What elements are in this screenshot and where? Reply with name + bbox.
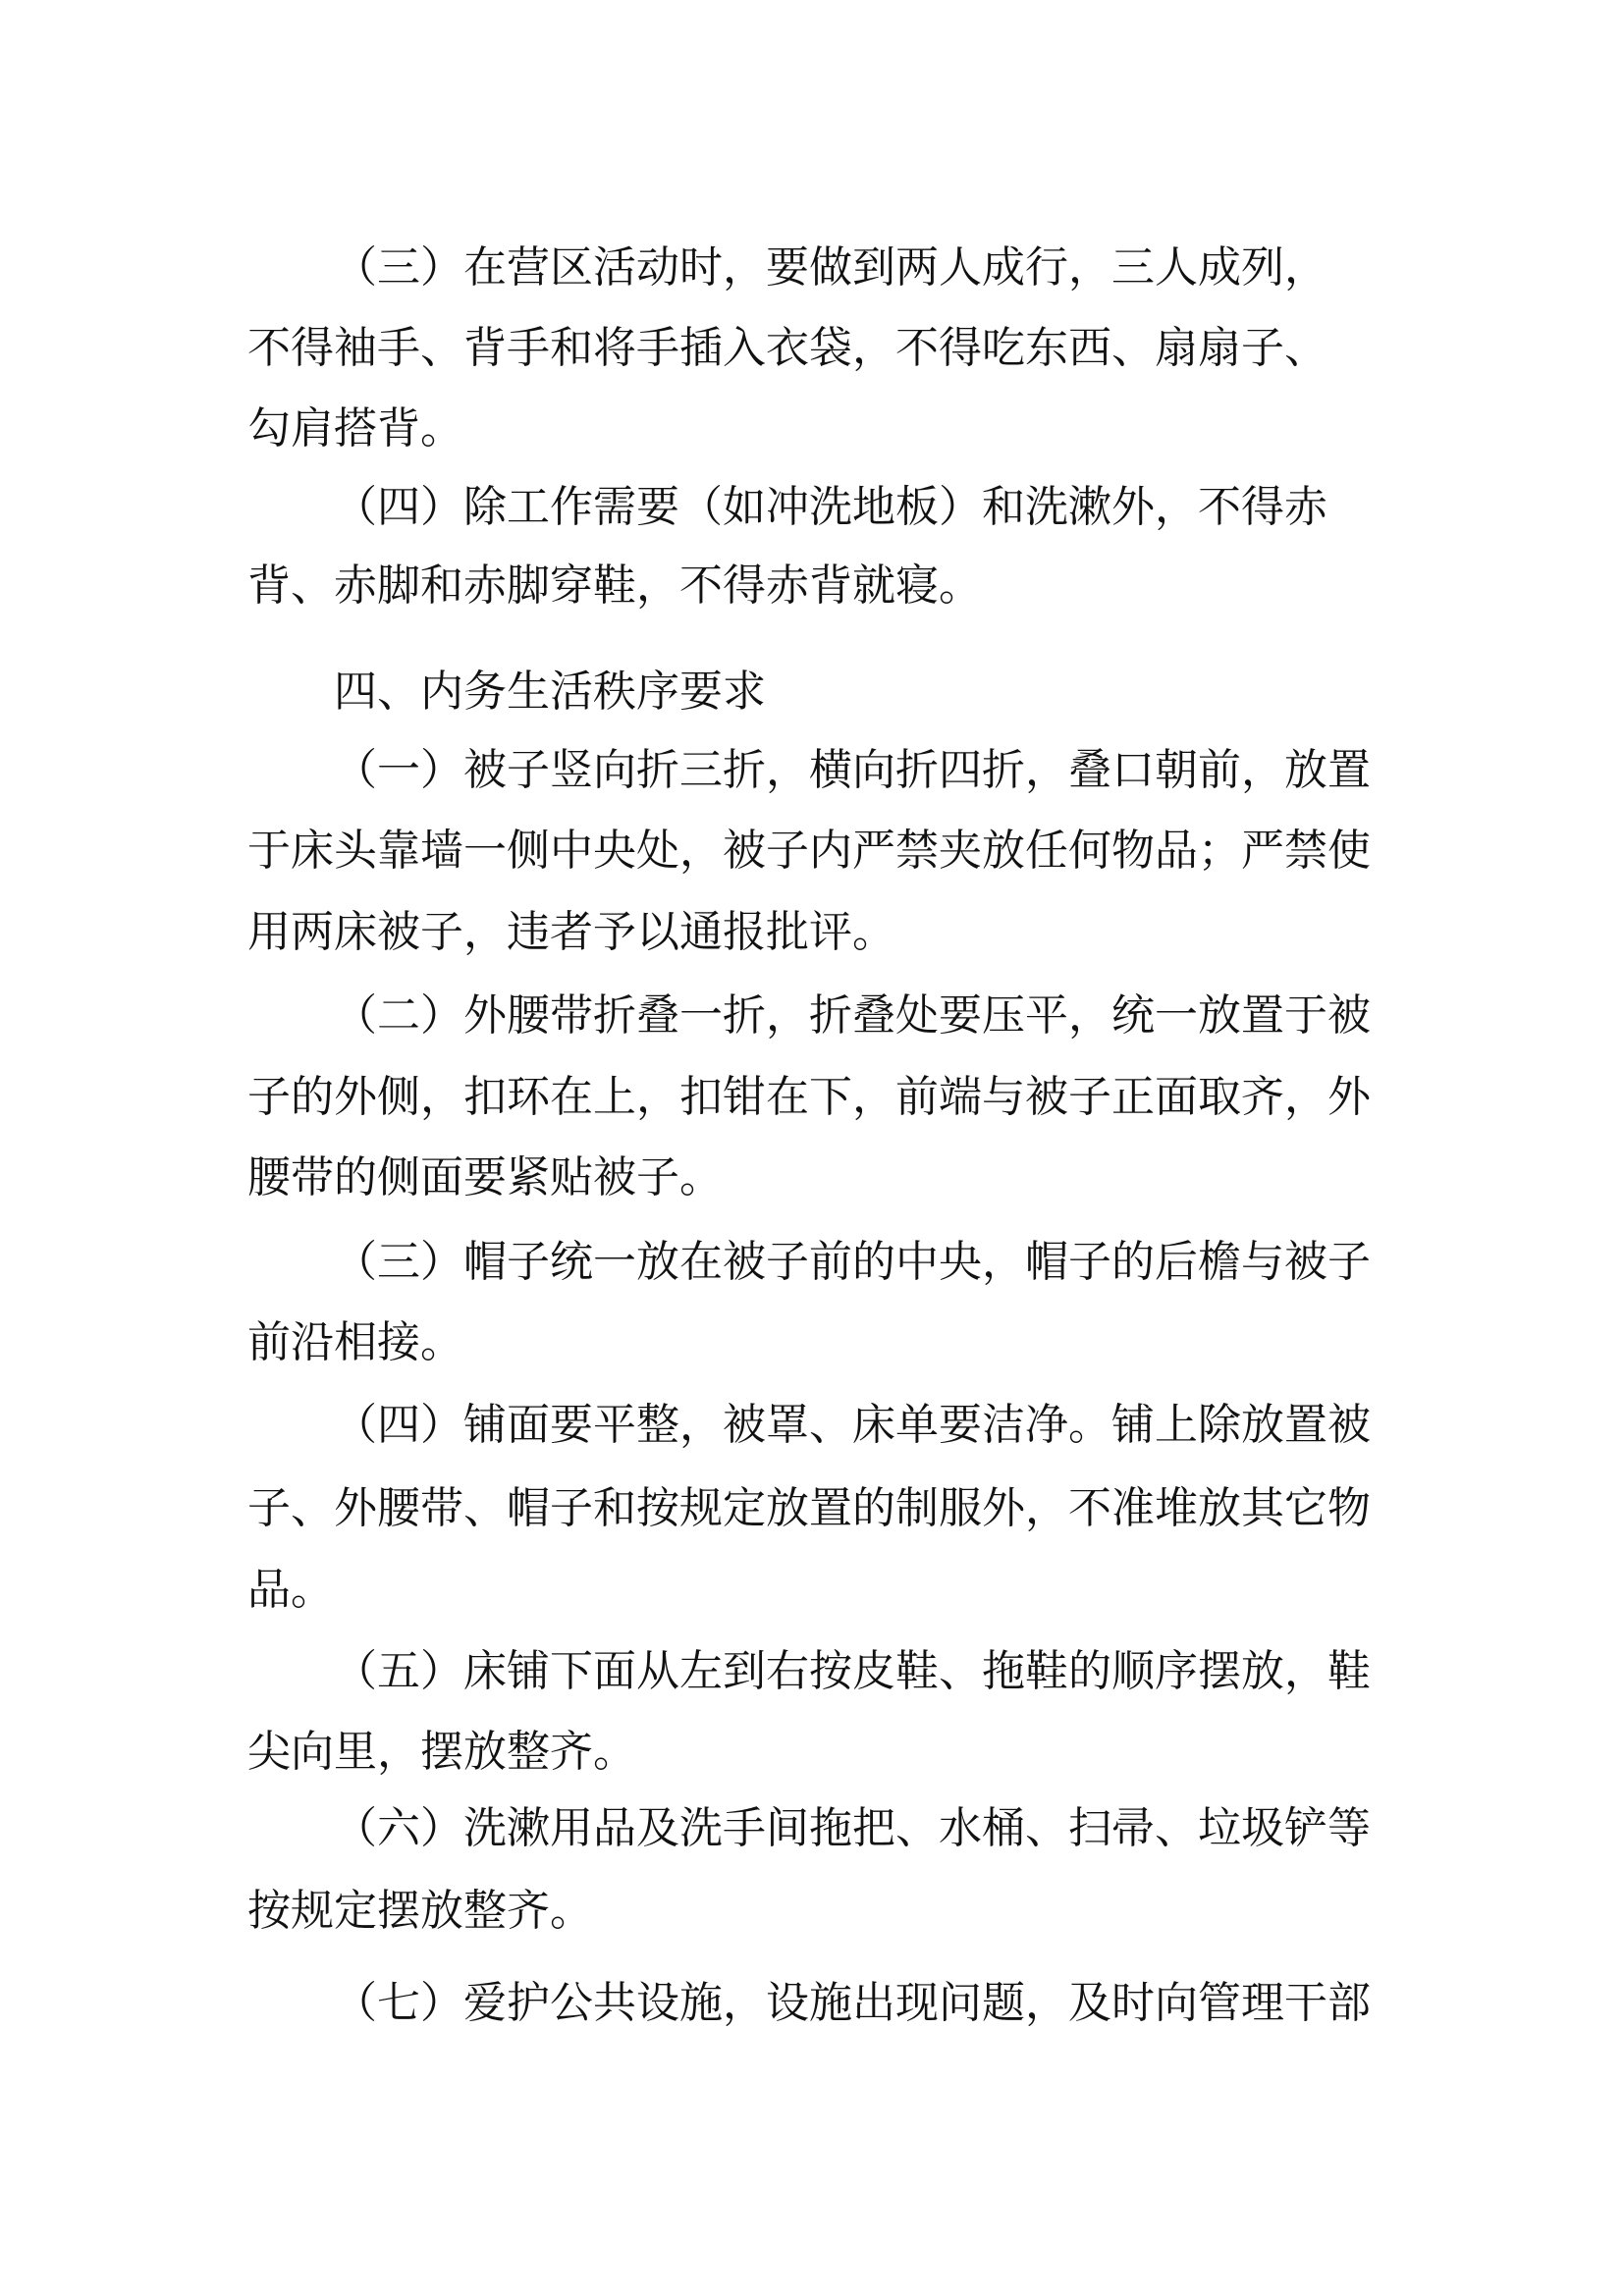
paragraph-line: 用两床被子，违者予以通报批评。 — [247, 907, 895, 957]
paragraph-line: 不得袖手、背手和将手插入衣袋，不得吃东西、扇扇子、 — [247, 323, 1327, 373]
paragraph-line: （四）铺面要平整，被罩、床单要洁净。铺上除放置被 — [334, 1400, 1371, 1450]
paragraph-line: （六）洗漱用品及洗手间拖把、水桶、扫帚、垃圾铲等 — [334, 1803, 1371, 1853]
paragraph-line: （四）除工作需要（如冲洗地板）和洗漱外，不得赤 — [334, 482, 1327, 532]
paragraph-line: 子、外腰带、帽子和按规定放置的制服外，不准堆放其它物 — [247, 1483, 1371, 1533]
paragraph-line: 前沿相接。 — [247, 1317, 463, 1367]
paragraph-line: 背、赤脚和赤脚穿鞋，不得赤背就寝。 — [247, 561, 982, 611]
paragraph-line: （三）帽子统一放在被子前的中央，帽子的后檐与被子 — [334, 1237, 1371, 1287]
section-heading: 四、内务生活秩序要求 — [334, 667, 766, 717]
paragraph-line: 腰带的侧面要紧贴被子。 — [247, 1152, 723, 1202]
paragraph-line: 按规定摆放整齐。 — [247, 1886, 593, 1936]
paragraph-line: （三）在营区活动时，要做到两人成行，三人成列， — [334, 242, 1327, 293]
paragraph-line: 于床头靠墙一侧中央处，被子内严禁夹放任何物品；严禁使 — [247, 826, 1371, 876]
paragraph-line: 勾肩搭背。 — [247, 403, 463, 454]
paragraph-line: 尖向里，摆放整齐。 — [247, 1727, 636, 1777]
paragraph-line: （一）被子竖向折三折，横向折四折，叠口朝前，放置 — [334, 745, 1371, 795]
paragraph-line: （七）爱护公共设施，设施出现问题，及时向管理干部 — [334, 1978, 1371, 2028]
paragraph-line: （五）床铺下面从左到右按皮鞋、拖鞋的顺序摆放，鞋 — [334, 1646, 1371, 1696]
paragraph-line: （二）外腰带折叠一折，折叠处要压平，统一放置于被 — [334, 990, 1371, 1041]
paragraph-line: 子的外侧，扣环在上，扣钳在下，前端与被子正面取齐，外 — [247, 1072, 1371, 1122]
paragraph-line: 品。 — [247, 1565, 334, 1615]
